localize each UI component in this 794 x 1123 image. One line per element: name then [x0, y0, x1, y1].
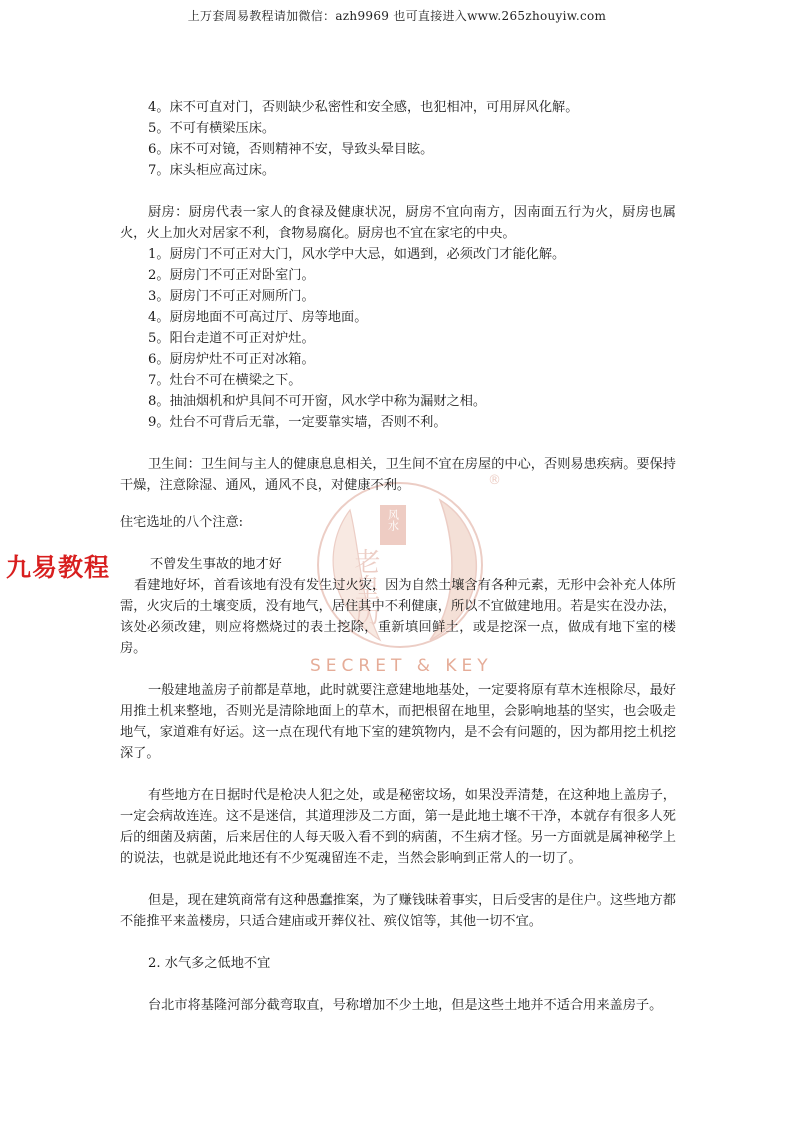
kitchen-item: 9。灶台不可背后无靠，一定要靠实墙，否则不利。 [148, 415, 447, 430]
bedroom-item: 7。床头柜应高过床。 [148, 163, 276, 178]
kitchen-item: 5。阳台走道不可正对炉灶。 [148, 331, 315, 346]
secret-key-watermark: SECRET & KEY [310, 656, 493, 676]
execution-site-paragraph: 有些地方在日据时代是枪决人犯之处，或是秘密坟场，如果没弄清楚，在这种地上盖房子，一定会病故连连。这不是迷信，其道理涉及二方面，第一是此地土壤不干净，本就存有很多人死后的细菌及病菌，后来居住的人每天吸入看不到的病菌，不生病才怪。另一方面就是属神秘学上的说法，也就是说此地还有不少冤魂留连不走，当然会影响到正常人的一切了。 [120, 788, 676, 866]
seal-small-text: 风水 [386, 509, 400, 531]
bathroom-paragraph: 卫生间：卫生间与主人的健康息息相关，卫生间不宜在房屋的中心，否则易患疾病。要保持干燥，注意除湿、通风，通风不良，对健康不利。 [120, 457, 676, 493]
kitchen-item: 8。抽油烟机和炉具间不可开窗，风水学中称为漏财之相。 [148, 394, 487, 409]
bedroom-item: 4。床不可直对门，否则缺少私密性和安全感，也犯相冲，可用屏风化解。 [148, 100, 579, 115]
bedroom-item: 6。床不可对镜，否则精神不安，导致头晕目眩。 [148, 142, 434, 157]
site-selection-title: 住宅选址的八个注意: [120, 515, 244, 530]
point2-title: 2. 水气多之低地不宜 [148, 956, 271, 971]
kitchen-item: 1。厨房门不可正对大门，风水学中大忌，如遇到，必须改门才能化解。 [148, 247, 566, 262]
kitchen-item: 4。厨房地面不可高过厅、房等地面。 [148, 310, 368, 325]
kitchen-item: 3。厨房门不可正对厕所门。 [148, 289, 315, 304]
taipei-paragraph: 台北市将基隆河部分截弯取直，号称增加不少土地，但是这些土地并不适合用来盖房子。 [148, 998, 663, 1013]
kitchen-intro: 厨房：厨房代表一家人的食禄及健康状况，厨房不宜向南方，因南面五行为火，厨房也属火，火上加火对居家不利，食物易腐化。厨房也不宜在家宅的中央。 [120, 205, 676, 241]
registered-mark: ® [488, 473, 501, 488]
builders-paragraph: 但是，现在建筑商常有这种愚蠢推案，为了赚钱昧着事实，日后受害的是住户。这些地方都不能推平来盖楼房，只适合建庙或开葬仪社、殡仪馆等，其他一切不宜。 [120, 893, 676, 929]
kitchen-item: 7。灶台不可在横梁之下。 [148, 373, 302, 388]
jiuyi-logo-text: 九易教程 [6, 553, 111, 582]
kitchen-item: 6。厨房炉灶不可正对冰箱。 [148, 352, 315, 367]
point1-body: 看建地好坏，首看该地有没有发生过火灾，因为自然土壤含有各种元素，无形中会补充人体所需，火灾后的土壤变质，没有地气，居住其中不利健康，所以不宜做建地用。若是实在没办法，该处必须改建，则应将燃烧过的表土挖除，重新填回鲜土，或是挖深一点，做成有地下室的楼房。 [120, 578, 676, 656]
kitchen-item: 2。厨房门不可正对卧室门。 [148, 268, 315, 283]
seal-main-text: 老皇历 [350, 548, 380, 626]
grass-paragraph: 一般建地盖房子前都是草地，此时就要注意建地地基处，一定要将原有草木连根除尽，最好用推土机来整地，否则光是清除地面上的草木，而把根留在地里，会影响地基的坚实，也会吸走地气，家道难有好运。这一点在现代有地下室的建筑物内，是不会有问题的，因为都用挖土机挖深了。 [120, 683, 676, 761]
page-header: 上万套周易教程请加微信：azh9969 也可直接进入www.265zhouyiw.com [187, 9, 607, 23]
point1-title: 不曾发生事故的地才好 [150, 557, 282, 572]
document-body [120, 97, 676, 1016]
bedroom-item: 5。不可有横梁压床。 [148, 121, 276, 136]
